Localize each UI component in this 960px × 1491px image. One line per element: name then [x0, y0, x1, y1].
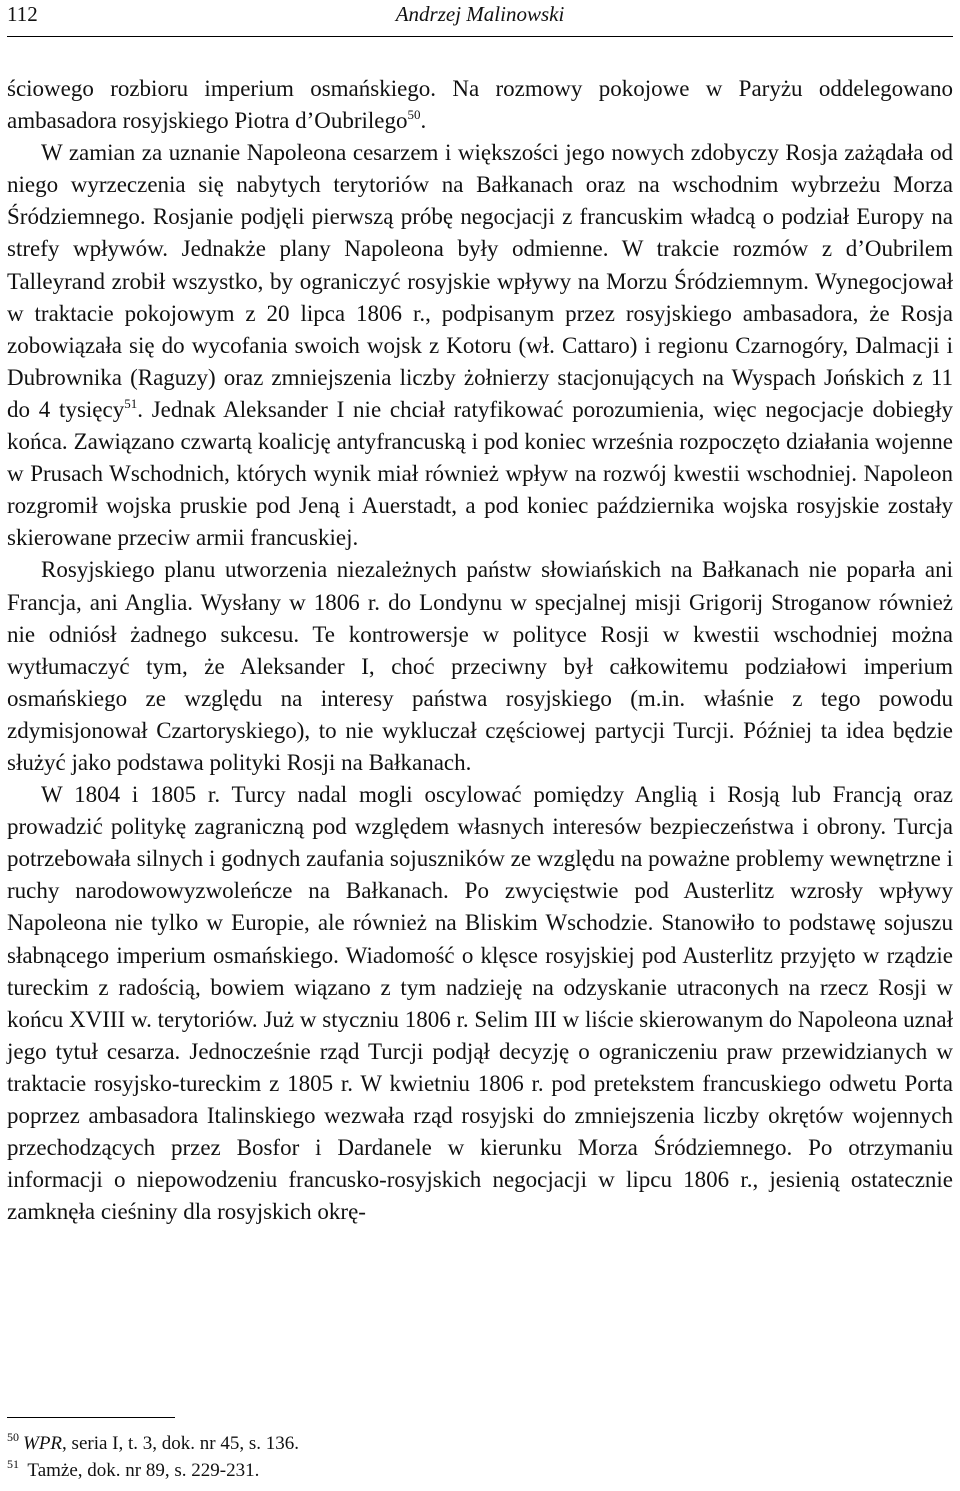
running-header [7, 0, 953, 37]
paragraph-2 [7, 137, 953, 554]
footnote-number: 50 [7, 1430, 19, 1444]
footnote-text: , seria I, t. 3, dok. nr 45, s. 136. [62, 1433, 299, 1454]
paragraph-2-text: W zamian za uznanie Napoleona cesarzem i większości jego nowych zdobyczy Rosja zażądała od niego wyrzeczenia się nabytych terytoriów na Bałkanach oraz na wschodnim wybrzeżu Morza Śródziemnego. Rosjanie podjęli pierwszą próbę negocjacji z francuskim władcą o podział Europy na strefy wpływów. Jednakże plany Napoleona były odmienne. W trakcie rozmów z d’Oubrilem Talleyrand zrobił wszystko, by ograniczyć rosyjskie wpływy na Morzu Śródziemnym. Wynegocjował w traktacie pokojowym z 20 lipca 1806 r., podpisanym przez rosyjskiego ambasadora, że Rosja zobowiązała się do wycofania swoich wojsk z Kotoru (wł. Cattaro) i regionu Czarnogóry, Dalmacji i Dubrownika (Raguzy) oraz zmniejszenia liczby żołnierzy stacjonujących na Wyspach Jońskich z 11 do 4 tysięcy [7, 140, 953, 422]
paragraph-1 [7, 73, 953, 137]
footnote-separator [7, 1417, 175, 1418]
body-text [7, 73, 953, 1228]
footnote-51 [7, 1457, 953, 1484]
footnote-source-title: WPR [23, 1433, 63, 1454]
footnote-text: Tamże, dok. nr 89, s. 229-231. [27, 1460, 260, 1481]
paragraph-4: W 1804 i 1805 r. Turcy nadal mogli oscylować pomiędzy Anglią i Rosją lub Francją oraz prowadzić politykę zagraniczną pod względem własnych interesów bezpieczeństwa i obrony. Turcja potrzebowała silnych i godnych zaufania sojuszników ze względu na poważne problemy wewnętrzne i ruchy narodowowyzwoleńcze na Bałkanach. Po zwycięstwie pod Austerlitz wzrosły wpływy Napoleona nie tylko w Europie, ale również na Bliskim Wschodzie. Stanowiło to podstawę sojuszu słabnącego imperium osmańskiego. Wiadomość o klęsce rosyjskiej pod Austerlitz przyjęto w rządzie tureckim z radością, bowiem wiązano z tym nadzieję na odzyskanie utraconych na rzecz Rosji w końcu XVIII w. terytoriów. Już w styczniu 1806 r. Selim III w liście skierowanym do Napoleona uznał jego tytuł cesarza. Jednocześnie rząd Turcji podjął decyzję o ograniczeniu praw przewidzianych w traktacie rosyjsko-tureckim z 1805 r. W kwietniu 1806 r. pod pretekstem francuskiego odwetu Porta poprzez ambasadora Italinskiego wezwała rząd rosyjski do zmniejszenia liczby okrętów wojennych przechodzących przez Bosfor i Dardanele w kierunku Morza Śródziemnego. Po otrzymaniu informacji o niepowodzeniu francusko-rosyjskich negocjacji w lipcu 1806 r., jesienią ostatecznie zamknęła cieśniny dla rosyjskich okrę- [7, 782, 953, 1225]
page-number: 112 [7, 2, 38, 26]
paragraph-3: Rosyjskiego planu utworzenia niezależnych państw słowiańskich na Bałkanach nie poparła ani Francja, ani Anglia. Wysłany w 1806 r. do Londynu w specjalnej misji Grigorij Stroganow również nie odniósł żadnego sukcesu. Te kontrowersje w polityce Rosji w kwestii wschodniej można wytłumaczyć tym, że Aleksander I, choć przeciwny był całkowitemu podziałowi imperium osmańskiego ze względu na interesy państwa rosyjskiego (m.in. właśnie z tego powodu zdymisjonował Czartoryskiego), to nie wykluczał częściowej partycji Turcji. Później ta idea będzie służyć jako podstawa polityki Rosji na Bałkanach. [7, 557, 953, 775]
page [7, 0, 953, 1481]
paragraph-1-end: . [420, 108, 427, 134]
running-header-author: Andrzej Malinowski [395, 2, 565, 26]
footnotes [7, 1430, 953, 1484]
footnote-number: 51 [7, 1457, 19, 1471]
footnote-ref-50: 50 [407, 107, 421, 123]
footnote-ref-51: 51 [124, 395, 138, 411]
footnote-50 [7, 1430, 953, 1457]
paragraph-1-text: ściowego rozbioru imperium osmańskiego. Na rozmowy pokojowe w Paryżu oddelegowano ambasadora rosyjskiego Piotra d’Oubrilego [7, 76, 953, 134]
paragraph-2-continuation: . Jednak Aleksander I nie chciał ratyfikować porozumienia, więc negocjacje dobiegły końca. Zawiązano czwartą koalicję antyfrancuską i pod koniec września rozpoczęto działania wojenne w Prusach Wschodnich, których wynik miał również wpływ na rozwój kwestii wschodniej. Napoleon rozgromił wojska pruskie pod Jeną i Auerstadt, a pod koniec października wojska rosyjskie zostały skierowane przeciw armii francuskiej. [7, 396, 953, 551]
